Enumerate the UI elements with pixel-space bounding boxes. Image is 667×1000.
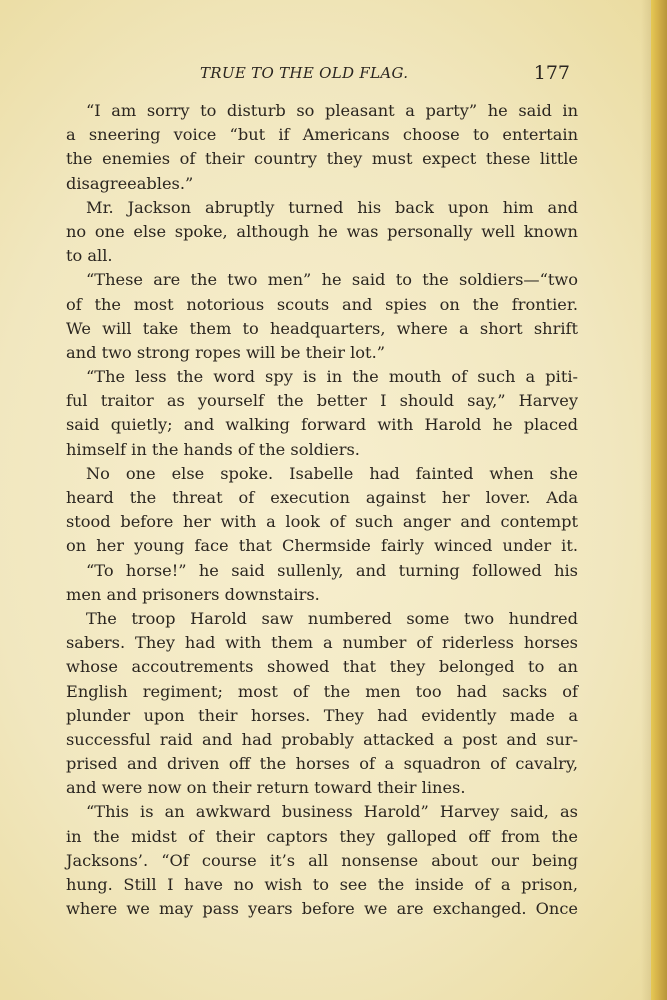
text-line: to all. <box>66 246 113 266</box>
text-line: men and prisoners downstairs. <box>66 584 320 604</box>
page-number: 177 <box>533 62 570 84</box>
text-line: Mr. Jackson abruptly turned his back upon him and <box>86 197 578 217</box>
text-line: successful raid and had probably attacked a post and sur- <box>66 729 578 749</box>
text-line: said quietly; and walking forward with Harold he placed <box>66 415 578 435</box>
text-line: where we may pass years before we are exchanged. Once <box>66 899 578 919</box>
text-line: heard the threat of execution against her lover. Ada <box>66 488 578 507</box>
text-line: Jacksons’. “Of course it’s all nonsense about our being <box>66 850 578 870</box>
text-line: “This is an awkward business Harold” Harvey said, as <box>86 802 578 822</box>
text-line: “To horse!” he said sullenly, and turning followed his <box>86 560 578 580</box>
text-line: disagreeables.” <box>66 173 194 193</box>
text-line: and were now on their return toward their lines. <box>66 778 466 798</box>
text-line: plunder upon their horses. They had evidently made a <box>66 705 578 725</box>
text-line: whose accoutrements showed that they belonged to an <box>66 657 578 677</box>
book-spine-edge <box>651 0 667 1000</box>
text-line: sabers. They had with them a number of riderless horses <box>66 633 578 653</box>
text-line: in the midst of their captors they galloped off from the <box>66 826 578 846</box>
page-header <box>66 62 576 88</box>
text-line: stood before her with a look of such anger and contempt <box>66 512 578 532</box>
text-line: The troop Harold saw numbered some two hundred <box>86 608 578 628</box>
running-title: TRUE TO THE OLD FLAG. <box>200 64 409 82</box>
text-line: hung. Still I have no wish to see the inside of a prison, <box>66 875 578 894</box>
text-line: We will take them to headquarters, where a short shrift <box>66 318 578 338</box>
text-line: “The less the word spy is in the mouth of such a piti- <box>86 367 578 387</box>
text-line: No one else spoke. Isabelle had fainted when she <box>86 463 578 483</box>
body-text <box>66 99 578 921</box>
text-line: a sneering voice “but if Americans choose to entertain <box>66 125 578 145</box>
text-line: and two strong ropes will be their lot.” <box>66 342 385 362</box>
text-line: himself in the hands of the soldiers. <box>66 439 360 459</box>
text-line: ful traitor as yourself the better I should say,” Harvey <box>66 391 578 411</box>
text-line: of the most notorious scouts and spies on the frontier. <box>66 294 578 314</box>
text-line: prised and driven off the horses of a squadron of cavalry, <box>66 754 578 774</box>
text-line: the enemies of their country they must expect these little <box>66 149 578 169</box>
gutter-shadow <box>641 0 651 1000</box>
text-line: “These are the two men” he said to the soldiers—“two <box>86 270 578 290</box>
text-line: on her young face that Chermside fairly winced under it. <box>66 536 578 556</box>
text-line: English regiment; most of the men too had sacks of <box>66 681 578 701</box>
text-line: no one else spoke, although he was personally well known <box>66 221 578 241</box>
text-line: “I am sorry to disturb so pleasant a party” he said in <box>86 101 578 120</box>
